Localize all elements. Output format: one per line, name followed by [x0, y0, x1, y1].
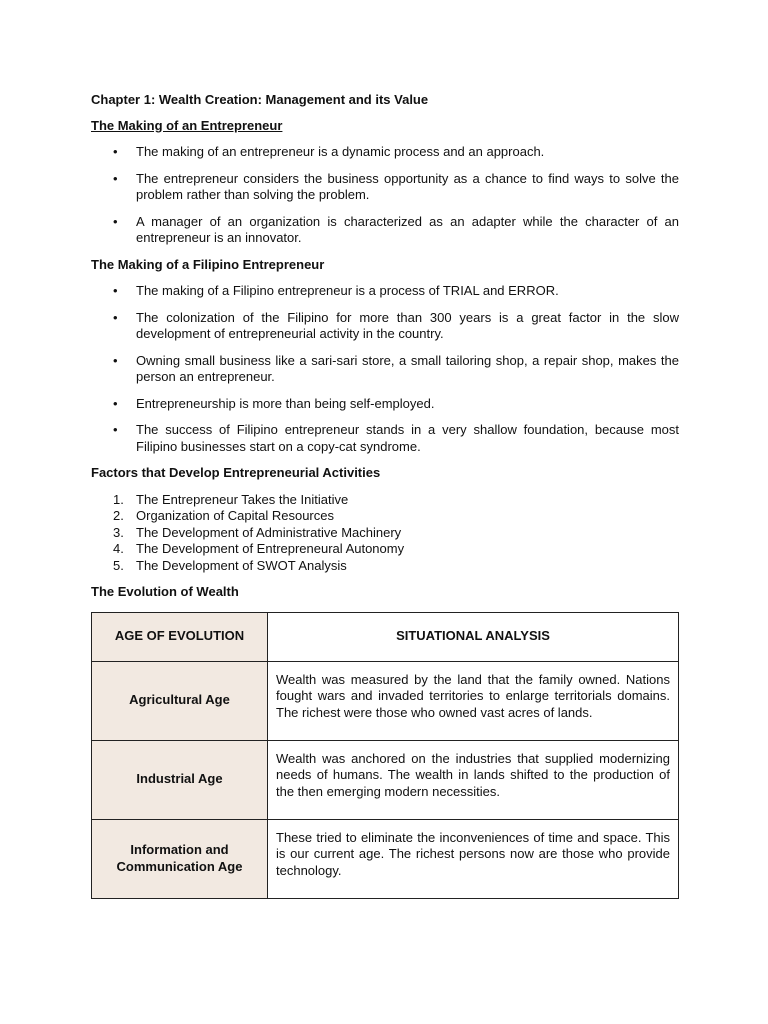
column-header-age: AGE OF EVOLUTION: [92, 612, 268, 661]
list-item: 4. The Development of Entrepreneural Autonomy: [113, 541, 405, 556]
bullet-list-entrepreneur: [91, 144, 679, 247]
list-item: 5. The Development of SWOT Analysis: [113, 557, 347, 573]
bullet-icon: •: [113, 283, 118, 298]
bullet-item: • The making of a Filipino entrepreneur is a process of TRIAL and ERROR.: [113, 283, 559, 298]
list-item: 1. The Entrepreneur Takes the Initiative: [113, 491, 349, 507]
bullet-item: • Owning small business like a sari-sari store, a small tailoring shop, a repair shop, makes the person an entrepreneur.: [113, 352, 679, 384]
bullet-item: • The entrepreneur considers the business opportunity as a chance to find ways to solve the problem rather than solving the problem.: [113, 170, 679, 202]
bullet-icon: •: [113, 352, 118, 368]
age-cell: Information and Communication Age: [92, 819, 268, 898]
bullet-item: • The colonization of the Filipino for more than 300 years is a great factor in the slow development of entrepreneurial activity in the country.: [113, 309, 679, 341]
bullet-icon: •: [113, 144, 118, 159]
table-row: [92, 740, 679, 819]
analysis-cell: These tried to eliminate the inconveniences of time and space. This is our current age. The richest persons now are those who provide technology.: [268, 819, 679, 898]
bullet-item: • A manager of an organization is characterized as an adapter while the character of an entrepreneur is an innovator.: [113, 213, 679, 245]
bullet-item: • The making of an entrepreneur is a dynamic process and an approach.: [113, 144, 545, 159]
section-heading-filipino-entrepreneur: The Making of a Filipino Entrepreneur: [91, 256, 325, 272]
analysis-cell: Wealth was measured by the land that the family owned. Nations fought wars and invaded territories to enlarge territorials domains. The richest were those who owned vast acres of lands.: [268, 661, 679, 740]
bullet-icon: •: [113, 395, 118, 411]
bullet-icon: •: [113, 213, 118, 229]
bullet-icon: •: [113, 170, 118, 186]
column-header-analysis: SITUATIONAL ANALYSIS: [268, 612, 679, 661]
analysis-cell: Wealth was anchored on the industries that supplied modernizing needs of humans. The wealth in lands shifted to the production of the then emerging modern necessities.: [268, 740, 679, 819]
section-heading-making-of-entrepreneur: The Making of an Entrepreneur: [91, 117, 283, 133]
table-header-row: [92, 612, 679, 661]
bullet-item: • Entrepreneurship is more than being self-employed.: [113, 395, 435, 411]
list-item: 2. Organization of Capital Resources: [113, 508, 334, 523]
table-row: [92, 661, 679, 740]
list-item: 3. The Development of Administrative Machinery: [113, 524, 402, 540]
numbered-list-factors: [91, 492, 679, 575]
age-cell: Industrial Age: [92, 740, 268, 819]
section-heading-evolution: The Evolution of Wealth: [91, 584, 239, 599]
section-heading-factors: Factors that Develop Entrepreneurial Activities: [91, 465, 381, 480]
age-cell: Agricultural Age: [92, 661, 268, 740]
bullet-list-filipino: [91, 283, 679, 455]
bullet-icon: •: [113, 309, 118, 325]
table-row: [92, 819, 679, 898]
bullet-icon: •: [113, 422, 118, 437]
evolution-table: [91, 612, 679, 899]
bullet-item: • The success of Filipino entrepreneur stands in a very shallow foundation, because most Filipino businesses start on a copy-cat syndrome.: [113, 422, 679, 454]
chapter-title: Chapter 1: Wealth Creation: Management and its Value: [91, 92, 429, 107]
document-page: [91, 92, 679, 899]
